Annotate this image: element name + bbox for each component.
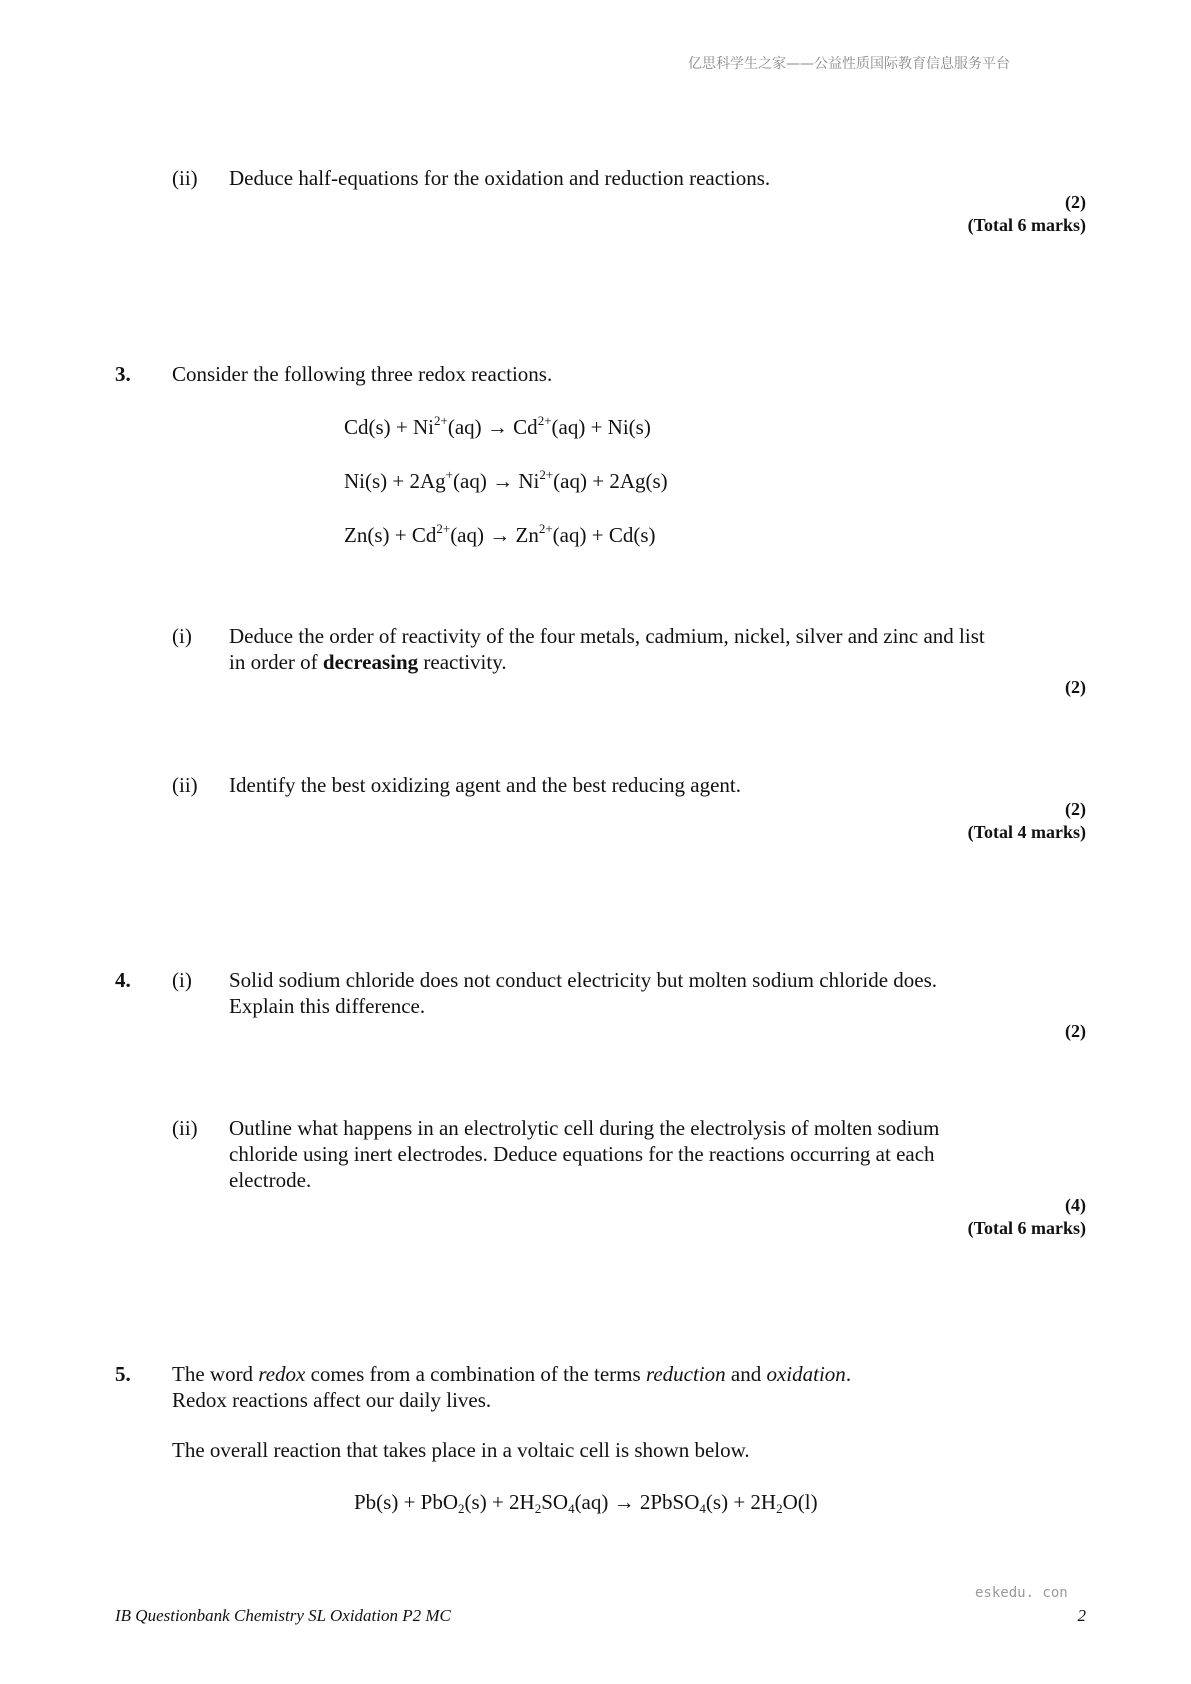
q3-equation-3: $Zn(s) + Cd^{2+}(aq) \to Zn^{2+}(aq) + Cd(s)$: [344, 521, 656, 547]
q3-part-ii-marks: (2): [1065, 799, 1086, 819]
q3-number: 3.: [115, 362, 131, 386]
q4-part-ii-line1: Outline what happens in an electrolytic cell during the electrolysis of molten sodium: [229, 1116, 940, 1140]
q3-equation-1: $Cd(s) + Ni^{2+}(aq) \to Cd^{2+}(aq) + Ni(s)$: [344, 413, 651, 439]
q2-part-ii-text: Deduce half-equations for the oxidation and reduction reactions.: [229, 166, 771, 190]
q3-total-marks: (Total 4 marks): [967, 822, 1086, 842]
q4-part-i-line1: Solid sodium chloride does not conduct electricity but molten sodium chloride does.: [229, 968, 938, 992]
q3-part-ii-label: (ii): [172, 773, 198, 797]
q3-part-ii-text: Identify the best oxidizing agent and the best reducing agent.: [229, 773, 742, 797]
q5-line3: The overall reaction that takes place in a voltaic cell is shown below.: [172, 1438, 750, 1462]
q5-line1: The word redox comes from a combination of the terms reduction and oxidation.: [172, 1362, 852, 1386]
q3-part-i-label: (i): [172, 624, 192, 648]
q4-part-ii-line2: chloride using inert electrodes. Deduce equations for the reactions occurring at each: [229, 1142, 935, 1166]
q2-total-marks: (Total 6 marks): [967, 215, 1086, 235]
q3-intro: Consider the following three redox reactions.: [172, 362, 553, 386]
q5-number: 5.: [115, 1362, 131, 1386]
page-number: 2: [1077, 1606, 1086, 1625]
q3-part-i-line2: in order of decreasing reactivity.: [229, 650, 507, 674]
footer-source: IB Questionbank Chemistry SL Oxidation P2 MC: [115, 1606, 451, 1625]
q3-part-i-line1: Deduce the order of reactivity of the four metals, cadmium, nickel, silver and zinc and list: [229, 624, 985, 648]
q4-part-i-label: (i): [172, 968, 192, 992]
q4-part-ii-line3: electrode.: [229, 1168, 312, 1192]
q3-equation-2: $Ni(s) + 2Ag^+(aq) \to Ni^{2+}(aq) + 2Ag(s)$: [344, 467, 668, 493]
footer-watermark: eskedu. con: [975, 1585, 1068, 1601]
q5-equation: $Pb(s) + PbO_2(s) + 2H_2SO_4(aq)$ → 2PbSO$_4$(s) + $2H_2O(l)$: [354, 1490, 818, 1516]
q4-part-ii-label: (ii): [172, 1116, 198, 1140]
site-header: 亿思科学生之家——公益性质国际教育信息服务平台: [688, 56, 1010, 72]
q4-part-i-line2: Explain this difference.: [229, 994, 426, 1018]
q4-number: 4.: [115, 968, 131, 992]
q3-part-i-marks: (2): [1065, 677, 1086, 697]
q5-line2: Redox reactions affect our daily lives.: [172, 1388, 492, 1412]
q4-total-marks: (Total 6 marks): [967, 1218, 1086, 1238]
q4-part-i-marks: (2): [1065, 1021, 1086, 1041]
q4-part-ii-marks: (4): [1065, 1195, 1086, 1215]
q2-part-ii-label: (ii): [172, 166, 198, 190]
q2-part-ii-marks: (2): [1065, 192, 1086, 212]
